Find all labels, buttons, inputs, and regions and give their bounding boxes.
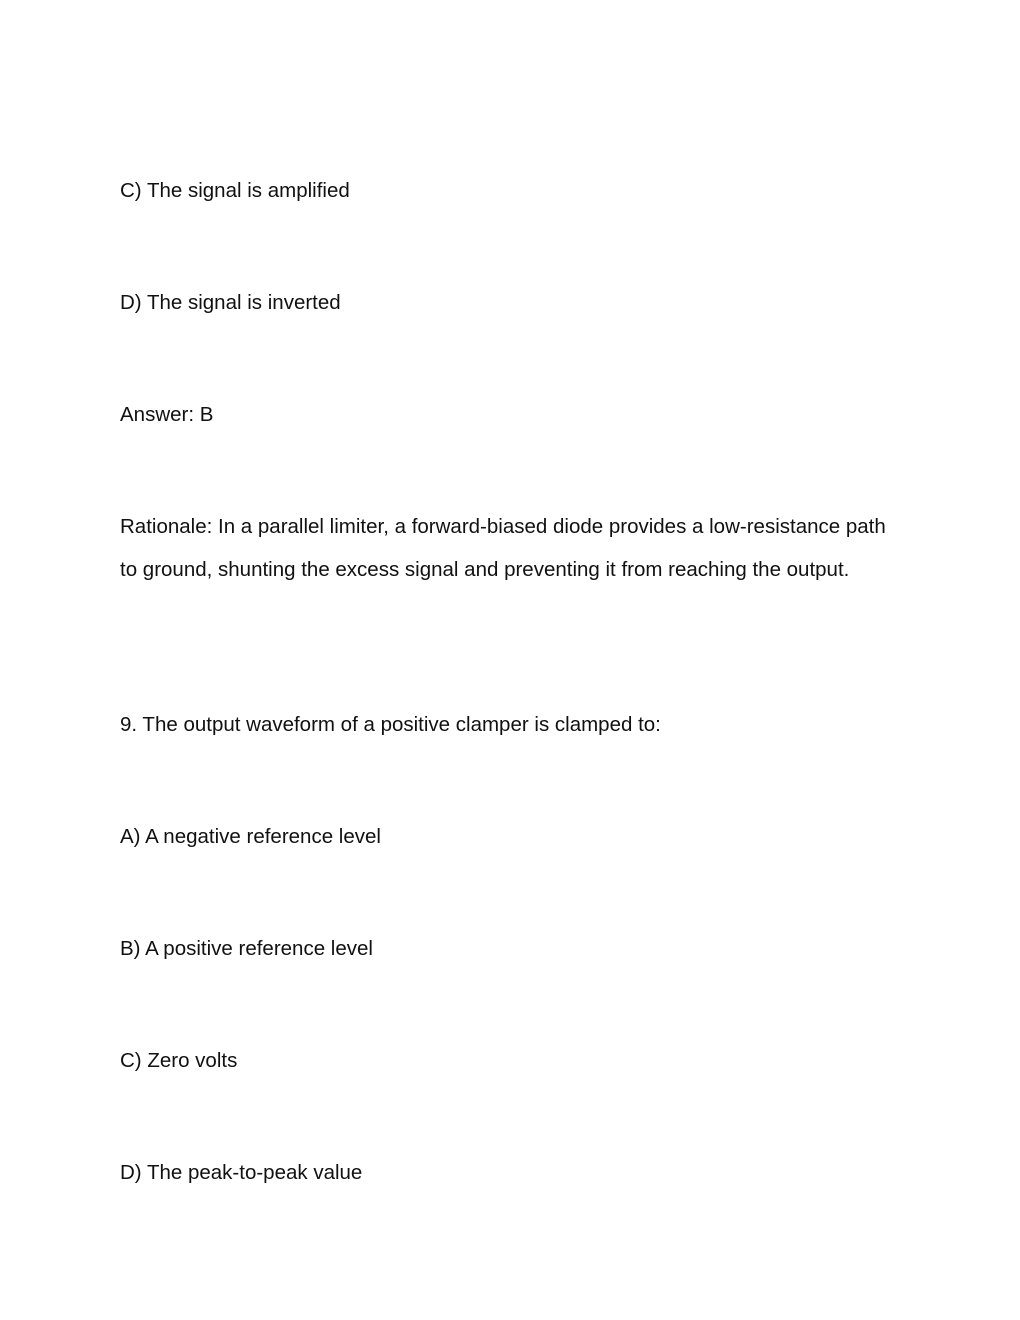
option-a: A) A negative reference level: [120, 825, 381, 848]
option-b: B) A positive reference level: [120, 937, 373, 960]
question-9: 9. The output waveform of a positive clamper is clamped to:: [120, 713, 661, 736]
rationale-paragraph: Rationale: In a parallel limiter, a forward-biased diode provides a low-resistance path to ground, shunting the excess signal and preventing it from reaching the output.: [120, 515, 886, 581]
option-c: C) Zero volts: [120, 1049, 238, 1072]
option-d-previous-question: D) The signal is inverted: [120, 291, 341, 314]
answer-line: Answer: B: [120, 403, 214, 426]
option-c-previous-question: C) The signal is amplified: [120, 179, 350, 202]
option-d: D) The peak-to-peak value: [120, 1161, 363, 1184]
